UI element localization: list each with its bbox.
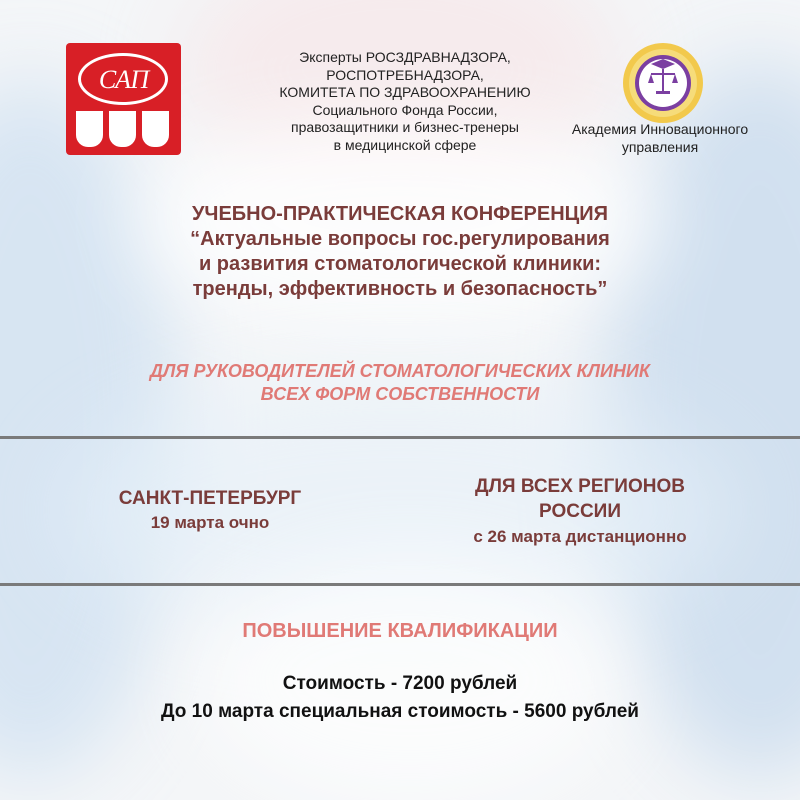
sap-logo (66, 43, 181, 155)
spb-city: САНКТ-ПЕТЕРБУРГ (118, 488, 302, 509)
conference-line: “Актуальные вопросы гос.регулирования (190, 228, 610, 250)
experts-line: Социального Фонда России, (312, 101, 498, 118)
experts-line: Эксперты РОСЗДРАВНАДЗОРА, (299, 49, 511, 65)
conference-line: УЧЕБНО-ПРАКТИЧЕСКАЯ КОНФЕРЕНЦИЯ (191, 203, 609, 225)
audience-line: ВСЕХ ФОРМ СОБСТВЕННОСТИ (260, 384, 540, 404)
audience-line: ДЛЯ РУКОВОДИТЕЛЕЙ СТОМАТОЛОГИЧЕСКИХ КЛИНИК (150, 361, 650, 381)
spb-date: 19 марта очно (150, 513, 270, 532)
svg-text:САП: САП (98, 65, 150, 94)
academy-emblem-icon (620, 40, 706, 126)
conference-title (80, 202, 720, 302)
regions-line2: РОССИИ (539, 501, 621, 522)
pricing (60, 670, 740, 726)
spb-event (80, 487, 340, 535)
academy-name (555, 120, 765, 156)
target-audience (80, 360, 720, 406)
experts-line: КОМИТЕТА ПО ЗДРАВООХРАНЕНИЮ (279, 84, 531, 100)
experts-line: в медицинской сфере (333, 136, 477, 153)
academy-line: управления (621, 139, 699, 155)
regions-event (420, 474, 740, 549)
regions-line1: ДЛЯ ВСЕХ РЕГИОНОВ (475, 476, 685, 497)
qualification-heading: ПОВЫШЕНИЕ КВАЛИФИКАЦИИ (242, 620, 558, 642)
experts-line: РОСПОТРЕБНАДЗОРА, (326, 66, 484, 83)
academy-line: Академия Инновационного (571, 121, 749, 137)
price-line: Стоимость - 7200 рублей (282, 673, 518, 694)
conference-line: тренды, эффективность и безопасность” (192, 278, 608, 300)
special-price-line: До 10 марта специальная стоимость - 5600 рублей (161, 701, 639, 722)
conference-line: и развития стоматологической клиники: (198, 253, 602, 275)
divider (0, 436, 800, 439)
experts-description (225, 49, 585, 154)
experts-line: правозащитники и бизнес-тренеры (291, 119, 519, 135)
divider (0, 583, 800, 586)
regions-date: с 26 марта дистанционно (473, 527, 687, 546)
